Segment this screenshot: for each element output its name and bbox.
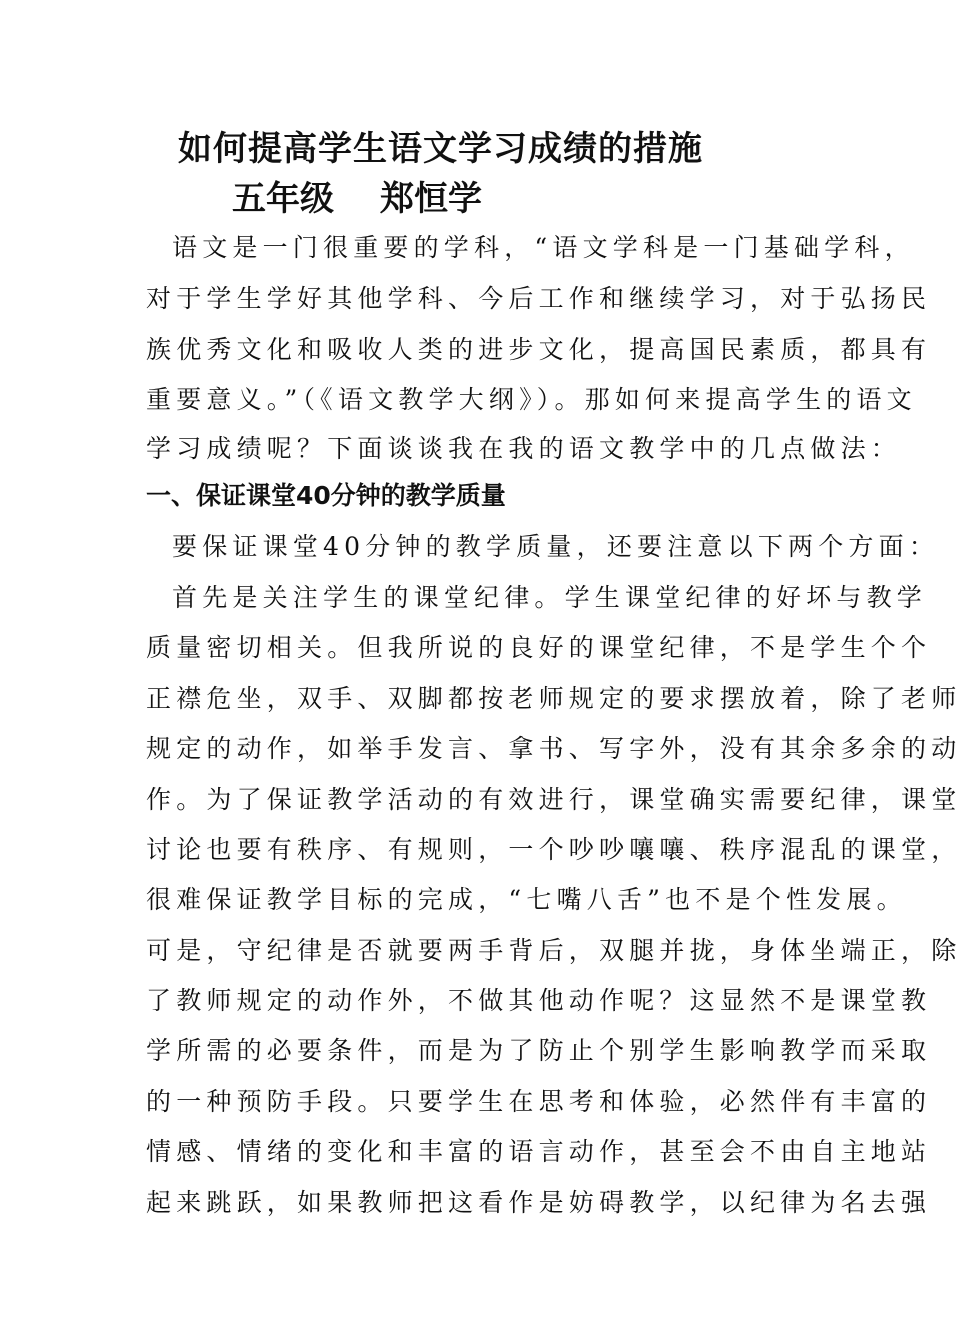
body-line: 学所需的必要条件，而是为了防止个别学生影响教学而采取	[146, 1036, 932, 1065]
body-line: 情感、情绪的变化和丰富的语言动作，甚至会不由自主地站	[146, 1137, 932, 1166]
document-byline	[232, 178, 482, 220]
author-name: 郑恒学	[380, 179, 482, 219]
intro-line: 对于学生学好其他学科、今后工作和继续学习，对于弘扬民	[146, 284, 932, 313]
body-line: 要保证课堂40分钟的教学质量，还要注意以下两个方面：	[172, 532, 940, 561]
body-line: 正襟危坐，双手、双脚都按老师规定的要求摆放着，除了老师	[146, 684, 961, 713]
body-line: 起来跳跃，如果教师把这看作是妨碍教学，以纪律为名去强	[146, 1188, 932, 1217]
intro-line: 重要意义。”（《语文教学大纲》）。那如何来提高学生的语文	[146, 385, 917, 414]
body-line: 很难保证教学目标的完成，“七嘴八舌”也不是个性发展。	[146, 885, 907, 914]
body-line: 质量密切相关。但我所说的良好的课堂纪律，不是学生个个	[146, 633, 932, 662]
intro-line: 学习成绩呢？下面谈谈我在我的语文教学中的几点做法：	[146, 434, 902, 463]
body-line: 可是，守纪律是否就要两手背后，双腿并拢，身体坐端正，除	[146, 936, 961, 965]
grade-label: 五年级	[232, 179, 334, 219]
document-title: 如何提高学生语文学习成绩的措施	[178, 129, 703, 169]
body-line: 作。为了保证教学活动的有效进行，课堂确实需要纪律，课堂	[146, 785, 961, 814]
body-line: 首先是关注学生的课堂纪律。学生课堂纪律的好坏与教学	[172, 583, 928, 612]
body-line: 了教师规定的动作外，不做其他动作呢？这显然不是课堂教	[146, 986, 932, 1015]
section-heading: 一、保证课堂40分钟的教学质量	[146, 481, 506, 510]
intro-line: 语文是一门很重要的学科，“语文学科是一门基础学科，	[172, 233, 915, 262]
intro-line: 族优秀文化和吸收人类的进步文化，提高国民素质，都具有	[146, 335, 932, 364]
body-line: 规定的动作，如举手发言、拿书、写字外，没有其余多余的动	[146, 734, 961, 763]
body-line: 讨论也要有秩序、有规则，一个吵吵嚷嚷、秩序混乱的课堂，	[146, 835, 961, 864]
body-line: 的一种预防手段。只要学生在思考和体验，必然伴有丰富的	[146, 1087, 932, 1116]
